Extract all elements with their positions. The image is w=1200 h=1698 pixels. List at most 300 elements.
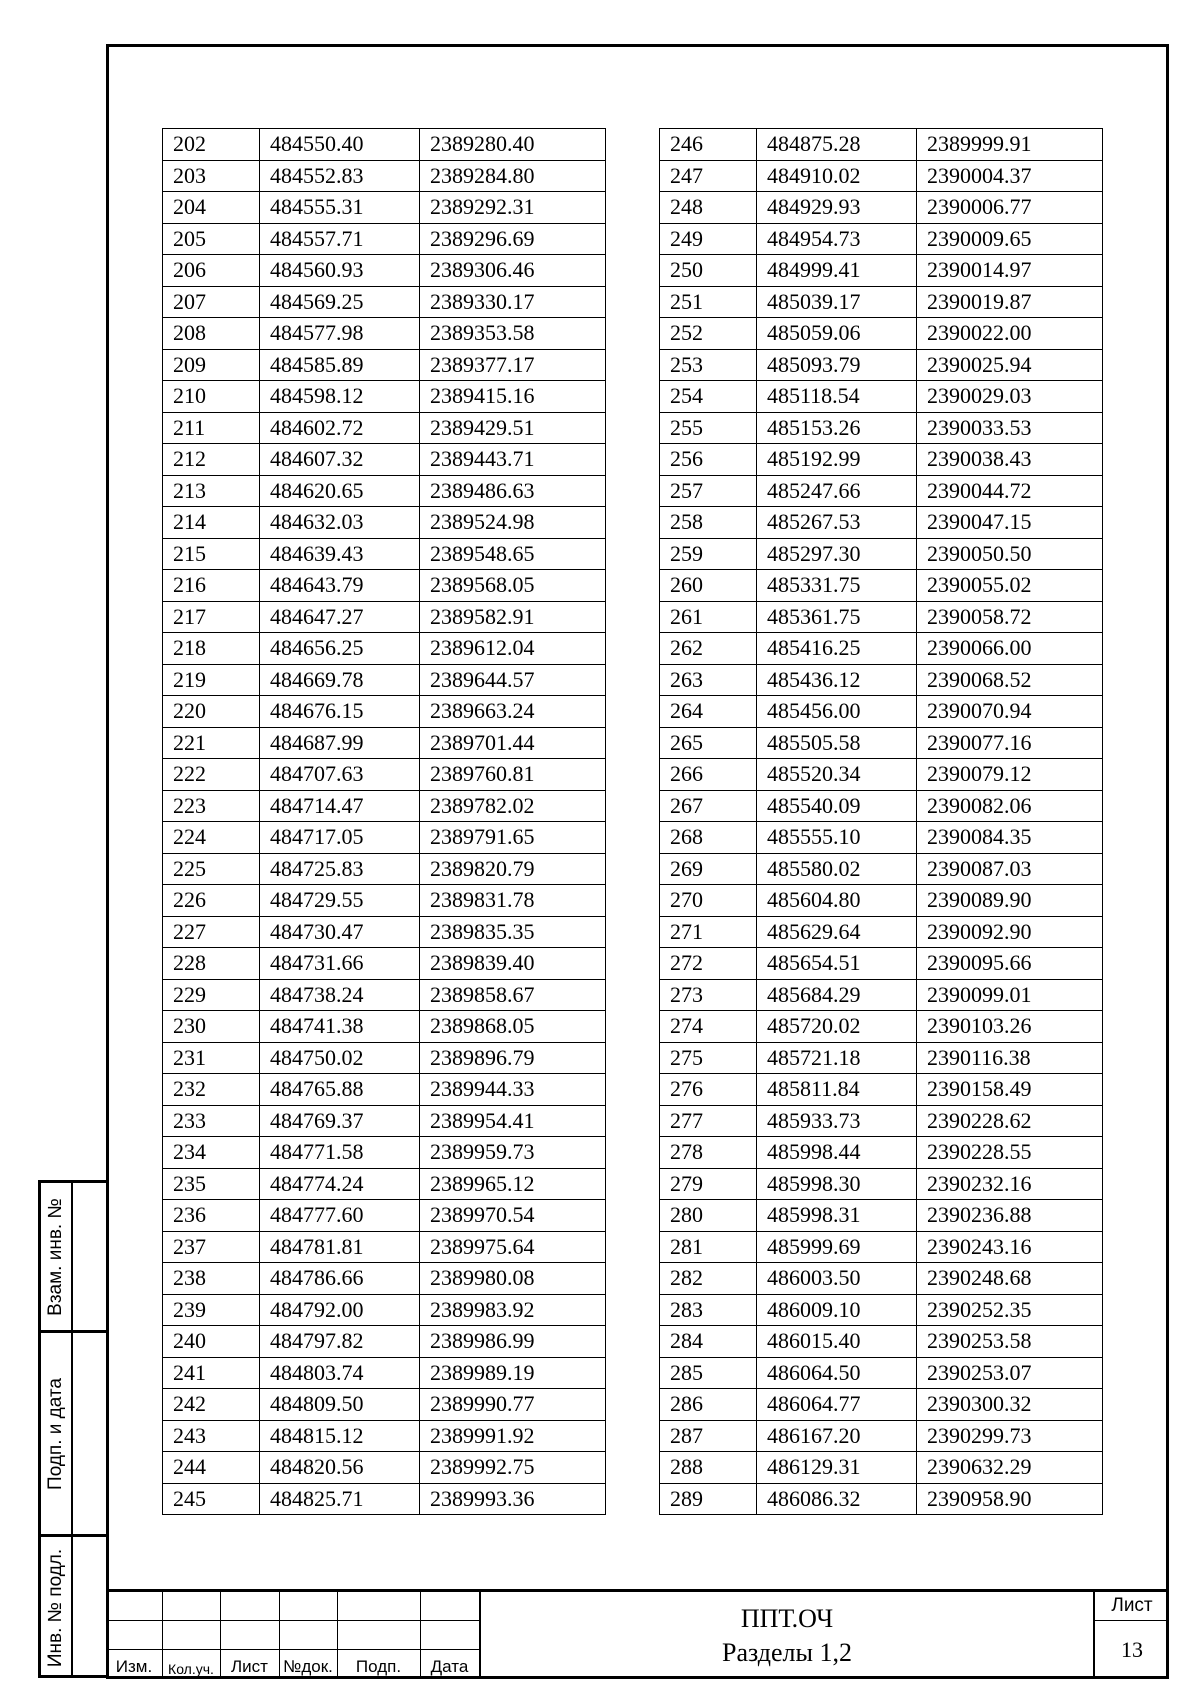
coord-x: 484792.00 bbox=[260, 1294, 420, 1326]
coord-x: 484552.83 bbox=[260, 160, 420, 192]
table-row bbox=[163, 979, 606, 1011]
coord-y: 2389644.57 bbox=[420, 664, 606, 696]
coord-y: 2390044.72 bbox=[917, 475, 1103, 507]
table-row bbox=[163, 601, 606, 633]
point-number: 250 bbox=[660, 255, 757, 287]
point-number: 215 bbox=[163, 538, 260, 570]
coord-x: 485654.51 bbox=[757, 948, 917, 980]
coord-y: 2390066.00 bbox=[917, 633, 1103, 665]
col-header-podp: Подп. bbox=[355, 1657, 402, 1676]
coord-x: 485999.69 bbox=[757, 1231, 917, 1263]
coord-x: 484741.38 bbox=[260, 1011, 420, 1043]
coord-x: 486015.40 bbox=[757, 1326, 917, 1358]
point-number: 274 bbox=[660, 1011, 757, 1043]
coord-x: 485093.79 bbox=[757, 349, 917, 381]
table-row bbox=[660, 633, 1103, 665]
coord-x: 485998.30 bbox=[757, 1168, 917, 1200]
point-number: 203 bbox=[163, 160, 260, 192]
coord-x: 484676.15 bbox=[260, 696, 420, 728]
coord-y: 2390958.90 bbox=[917, 1483, 1103, 1515]
coord-x: 486064.50 bbox=[757, 1357, 917, 1389]
point-number: 271 bbox=[660, 916, 757, 948]
stamp-cell-inv-podl bbox=[41, 1537, 106, 1678]
point-number: 259 bbox=[660, 538, 757, 570]
table-row bbox=[163, 507, 606, 539]
point-number: 242 bbox=[163, 1389, 260, 1421]
coord-x: 485456.00 bbox=[757, 696, 917, 728]
point-number: 289 bbox=[660, 1483, 757, 1515]
coord-x: 485540.09 bbox=[757, 790, 917, 822]
point-number: 235 bbox=[163, 1168, 260, 1200]
table-row bbox=[660, 1483, 1103, 1515]
coord-x: 484910.02 bbox=[757, 160, 917, 192]
coord-x: 486064.77 bbox=[757, 1389, 917, 1421]
point-number: 229 bbox=[163, 979, 260, 1011]
table-row bbox=[163, 1168, 606, 1200]
point-number: 220 bbox=[163, 696, 260, 728]
table-row bbox=[163, 129, 606, 161]
point-number: 261 bbox=[660, 601, 757, 633]
col-header-data: Дата bbox=[430, 1657, 469, 1676]
coord-x: 484717.05 bbox=[260, 822, 420, 854]
point-number: 228 bbox=[163, 948, 260, 980]
point-number: 249 bbox=[660, 223, 757, 255]
table-row bbox=[163, 1231, 606, 1263]
point-number: 280 bbox=[660, 1200, 757, 1232]
coord-y: 2389330.17 bbox=[420, 286, 606, 318]
table-row bbox=[660, 1042, 1103, 1074]
table-row bbox=[660, 1357, 1103, 1389]
coord-y: 2389524.98 bbox=[420, 507, 606, 539]
coord-y: 2390004.37 bbox=[917, 160, 1103, 192]
coord-x: 485555.10 bbox=[757, 822, 917, 854]
point-number: 224 bbox=[163, 822, 260, 854]
coord-x: 484786.66 bbox=[260, 1263, 420, 1295]
coord-y: 2389959.73 bbox=[420, 1137, 606, 1169]
coord-x: 485059.06 bbox=[757, 318, 917, 350]
point-number: 221 bbox=[163, 727, 260, 759]
table-row bbox=[163, 444, 606, 476]
coord-x: 484774.24 bbox=[260, 1168, 420, 1200]
coord-y: 2389896.79 bbox=[420, 1042, 606, 1074]
coord-x: 484607.32 bbox=[260, 444, 420, 476]
table-row bbox=[163, 318, 606, 350]
coord-y: 2389993.36 bbox=[420, 1483, 606, 1515]
coord-y: 2389284.80 bbox=[420, 160, 606, 192]
coord-y: 2389663.24 bbox=[420, 696, 606, 728]
point-number: 204 bbox=[163, 192, 260, 224]
coord-y: 2389835.35 bbox=[420, 916, 606, 948]
coord-x: 485192.99 bbox=[757, 444, 917, 476]
coord-x: 486167.20 bbox=[757, 1420, 917, 1452]
table-row bbox=[660, 1326, 1103, 1358]
coord-y: 2390253.07 bbox=[917, 1357, 1103, 1389]
sheet-box bbox=[1093, 1592, 1169, 1679]
coord-x: 484714.47 bbox=[260, 790, 420, 822]
coord-y: 2389954.41 bbox=[420, 1105, 606, 1137]
coord-y: 2390025.94 bbox=[917, 349, 1103, 381]
table-row bbox=[660, 1168, 1103, 1200]
point-number: 244 bbox=[163, 1452, 260, 1484]
point-number: 227 bbox=[163, 916, 260, 948]
table-row bbox=[660, 1074, 1103, 1106]
point-number: 209 bbox=[163, 349, 260, 381]
stamp-label-inv-podl: Инв. № подл. bbox=[45, 1548, 67, 1667]
coord-x: 485118.54 bbox=[757, 381, 917, 413]
coord-y: 2389429.51 bbox=[420, 412, 606, 444]
coord-y: 2390055.02 bbox=[917, 570, 1103, 602]
coord-y: 2390070.94 bbox=[917, 696, 1103, 728]
coord-y: 2390243.16 bbox=[917, 1231, 1103, 1263]
coord-x: 484929.93 bbox=[757, 192, 917, 224]
coord-y: 2390058.72 bbox=[917, 601, 1103, 633]
coord-x: 484750.02 bbox=[260, 1042, 420, 1074]
coord-x: 485604.80 bbox=[757, 885, 917, 917]
point-number: 288 bbox=[660, 1452, 757, 1484]
point-number: 287 bbox=[660, 1420, 757, 1452]
point-number: 252 bbox=[660, 318, 757, 350]
coord-x: 485039.17 bbox=[757, 286, 917, 318]
coord-y: 2390087.03 bbox=[917, 853, 1103, 885]
point-number: 223 bbox=[163, 790, 260, 822]
table-row bbox=[660, 538, 1103, 570]
point-number: 218 bbox=[163, 633, 260, 665]
point-number: 281 bbox=[660, 1231, 757, 1263]
coord-y: 2390300.32 bbox=[917, 1389, 1103, 1421]
coord-x: 485520.34 bbox=[757, 759, 917, 791]
coord-y: 2389965.12 bbox=[420, 1168, 606, 1200]
coord-y: 2389548.65 bbox=[420, 538, 606, 570]
coord-x: 484577.98 bbox=[260, 318, 420, 350]
table-row bbox=[660, 349, 1103, 381]
point-number: 248 bbox=[660, 192, 757, 224]
coord-y: 2390158.49 bbox=[917, 1074, 1103, 1106]
table-row bbox=[163, 916, 606, 948]
stamp-label-vzam-inv: Взам. инв. № bbox=[45, 1197, 66, 1316]
coord-y: 2389612.04 bbox=[420, 633, 606, 665]
coord-y: 2389306.46 bbox=[420, 255, 606, 287]
coord-y: 2389868.05 bbox=[420, 1011, 606, 1043]
coord-x: 484797.82 bbox=[260, 1326, 420, 1358]
point-number: 246 bbox=[660, 129, 757, 161]
coord-y: 2390116.38 bbox=[917, 1042, 1103, 1074]
coord-y: 2390079.12 bbox=[917, 759, 1103, 791]
point-number: 226 bbox=[163, 885, 260, 917]
stamp-label-podp-data: Подп. и дата bbox=[45, 1377, 67, 1490]
coord-x: 484771.58 bbox=[260, 1137, 420, 1169]
stamp-cell-vzam bbox=[41, 1183, 106, 1333]
point-number: 232 bbox=[163, 1074, 260, 1106]
point-number: 263 bbox=[660, 664, 757, 696]
coord-x: 484707.63 bbox=[260, 759, 420, 791]
coord-x: 485629.64 bbox=[757, 916, 917, 948]
coord-x: 485505.58 bbox=[757, 727, 917, 759]
point-number: 245 bbox=[163, 1483, 260, 1515]
coord-x: 484560.93 bbox=[260, 255, 420, 287]
point-number: 257 bbox=[660, 475, 757, 507]
point-number: 202 bbox=[163, 129, 260, 161]
coord-y: 2389486.63 bbox=[420, 475, 606, 507]
point-number: 279 bbox=[660, 1168, 757, 1200]
coordinates-table-left bbox=[162, 128, 606, 1515]
table-row bbox=[163, 223, 606, 255]
point-number: 247 bbox=[660, 160, 757, 192]
coord-x: 484954.73 bbox=[757, 223, 917, 255]
table-row bbox=[163, 1137, 606, 1169]
coord-x: 484620.65 bbox=[260, 475, 420, 507]
point-number: 231 bbox=[163, 1042, 260, 1074]
point-number: 239 bbox=[163, 1294, 260, 1326]
point-number: 238 bbox=[163, 1263, 260, 1295]
coord-x: 484550.40 bbox=[260, 129, 420, 161]
coord-y: 2390077.16 bbox=[917, 727, 1103, 759]
table-row bbox=[660, 1452, 1103, 1484]
table-row bbox=[660, 727, 1103, 759]
coord-y: 2390014.97 bbox=[917, 255, 1103, 287]
coord-y: 2390006.77 bbox=[917, 192, 1103, 224]
stamp-cell-podp bbox=[41, 1333, 106, 1537]
coord-x: 486003.50 bbox=[757, 1263, 917, 1295]
point-number: 260 bbox=[660, 570, 757, 602]
point-number: 284 bbox=[660, 1326, 757, 1358]
coord-y: 2390236.88 bbox=[917, 1200, 1103, 1232]
table-row bbox=[163, 696, 606, 728]
table-row bbox=[660, 1420, 1103, 1452]
point-number: 208 bbox=[163, 318, 260, 350]
table-row bbox=[163, 412, 606, 444]
point-number: 256 bbox=[660, 444, 757, 476]
coord-x: 486129.31 bbox=[757, 1452, 917, 1484]
coord-x: 486086.32 bbox=[757, 1483, 917, 1515]
point-number: 217 bbox=[163, 601, 260, 633]
coord-y: 2390632.29 bbox=[917, 1452, 1103, 1484]
point-number: 269 bbox=[660, 853, 757, 885]
coord-y: 2390248.68 bbox=[917, 1263, 1103, 1295]
title-block bbox=[106, 1589, 1169, 1679]
coord-y: 2389831.78 bbox=[420, 885, 606, 917]
coord-x: 484820.56 bbox=[260, 1452, 420, 1484]
coord-x: 484730.47 bbox=[260, 916, 420, 948]
document-title bbox=[481, 1592, 1093, 1679]
coord-x: 485267.53 bbox=[757, 507, 917, 539]
coord-y: 2390047.15 bbox=[917, 507, 1103, 539]
table-row bbox=[163, 727, 606, 759]
table-row bbox=[163, 1483, 606, 1515]
table-row bbox=[660, 1200, 1103, 1232]
point-number: 266 bbox=[660, 759, 757, 791]
table-row bbox=[660, 444, 1103, 476]
point-number: 283 bbox=[660, 1294, 757, 1326]
coordinates-table-right bbox=[659, 128, 1103, 1515]
table-row bbox=[660, 664, 1103, 696]
table-row bbox=[660, 1231, 1103, 1263]
table-row bbox=[660, 192, 1103, 224]
coord-y: 2390009.65 bbox=[917, 223, 1103, 255]
table-row bbox=[163, 1452, 606, 1484]
table-row bbox=[660, 696, 1103, 728]
table-row bbox=[660, 853, 1103, 885]
point-number: 255 bbox=[660, 412, 757, 444]
point-number: 282 bbox=[660, 1263, 757, 1295]
coord-x: 485933.73 bbox=[757, 1105, 917, 1137]
table-row bbox=[660, 255, 1103, 287]
coord-y: 2389992.75 bbox=[420, 1452, 606, 1484]
coord-y: 2390038.43 bbox=[917, 444, 1103, 476]
coord-y: 2390084.35 bbox=[917, 822, 1103, 854]
coord-y: 2390103.26 bbox=[917, 1011, 1103, 1043]
col-header-list: Лист bbox=[231, 1657, 268, 1676]
coord-y: 2389975.64 bbox=[420, 1231, 606, 1263]
coord-x: 485721.18 bbox=[757, 1042, 917, 1074]
coord-x: 484729.55 bbox=[260, 885, 420, 917]
table-row bbox=[660, 475, 1103, 507]
coord-x: 484875.28 bbox=[757, 129, 917, 161]
coord-y: 2389839.40 bbox=[420, 948, 606, 980]
coord-y: 2390095.66 bbox=[917, 948, 1103, 980]
table-row bbox=[163, 759, 606, 791]
col-header-ndok: №док. bbox=[283, 1657, 333, 1676]
coord-y: 2389980.08 bbox=[420, 1263, 606, 1295]
table-row bbox=[163, 570, 606, 602]
coord-x: 484738.24 bbox=[260, 979, 420, 1011]
table-row bbox=[163, 885, 606, 917]
point-number: 216 bbox=[163, 570, 260, 602]
coord-x: 485247.66 bbox=[757, 475, 917, 507]
coord-y: 2389582.91 bbox=[420, 601, 606, 633]
coord-x: 484639.43 bbox=[260, 538, 420, 570]
table-row bbox=[163, 1420, 606, 1452]
table-row bbox=[163, 1263, 606, 1295]
point-number: 262 bbox=[660, 633, 757, 665]
coord-x: 485416.25 bbox=[757, 633, 917, 665]
coord-y: 2390068.52 bbox=[917, 664, 1103, 696]
coord-y: 2389760.81 bbox=[420, 759, 606, 791]
coord-y: 2389443.71 bbox=[420, 444, 606, 476]
table-row bbox=[660, 601, 1103, 633]
point-number: 207 bbox=[163, 286, 260, 318]
coord-y: 2389568.05 bbox=[420, 570, 606, 602]
table-row bbox=[660, 1389, 1103, 1421]
coord-x: 484999.41 bbox=[757, 255, 917, 287]
table-row bbox=[660, 822, 1103, 854]
col-header-izm: Изм. bbox=[115, 1657, 153, 1676]
coord-x: 484815.12 bbox=[260, 1420, 420, 1452]
table-row bbox=[163, 1389, 606, 1421]
table-row bbox=[660, 1011, 1103, 1043]
point-number: 225 bbox=[163, 853, 260, 885]
table-row bbox=[660, 223, 1103, 255]
coord-y: 2389280.40 bbox=[420, 129, 606, 161]
coord-y: 2390082.06 bbox=[917, 790, 1103, 822]
table-row bbox=[163, 255, 606, 287]
table-row bbox=[163, 1294, 606, 1326]
table-row bbox=[660, 979, 1103, 1011]
point-number: 276 bbox=[660, 1074, 757, 1106]
coord-x: 485811.84 bbox=[757, 1074, 917, 1106]
coord-x: 484725.83 bbox=[260, 853, 420, 885]
coord-y: 2389970.54 bbox=[420, 1200, 606, 1232]
table-row bbox=[660, 916, 1103, 948]
coord-x: 484585.89 bbox=[260, 349, 420, 381]
side-stamp bbox=[38, 1180, 106, 1678]
point-number: 267 bbox=[660, 790, 757, 822]
coord-x: 485720.02 bbox=[757, 1011, 917, 1043]
coord-x: 485153.26 bbox=[757, 412, 917, 444]
table-row bbox=[660, 1294, 1103, 1326]
table-row bbox=[163, 633, 606, 665]
point-number: 270 bbox=[660, 885, 757, 917]
coord-y: 2390099.01 bbox=[917, 979, 1103, 1011]
point-number: 214 bbox=[163, 507, 260, 539]
coord-y: 2389353.58 bbox=[420, 318, 606, 350]
coord-y: 2390050.50 bbox=[917, 538, 1103, 570]
point-number: 213 bbox=[163, 475, 260, 507]
point-number: 251 bbox=[660, 286, 757, 318]
table-row bbox=[163, 1357, 606, 1389]
coord-x: 484731.66 bbox=[260, 948, 420, 980]
coord-y: 2389296.69 bbox=[420, 223, 606, 255]
coord-y: 2390299.73 bbox=[917, 1420, 1103, 1452]
table-row bbox=[163, 1105, 606, 1137]
point-number: 243 bbox=[163, 1420, 260, 1452]
table-row bbox=[660, 948, 1103, 980]
point-number: 212 bbox=[163, 444, 260, 476]
point-number: 241 bbox=[163, 1357, 260, 1389]
coord-x: 484809.50 bbox=[260, 1389, 420, 1421]
point-number: 211 bbox=[163, 412, 260, 444]
coord-y: 2390232.16 bbox=[917, 1168, 1103, 1200]
table-row bbox=[163, 790, 606, 822]
coord-x: 485297.30 bbox=[757, 538, 917, 570]
coord-y: 2390029.03 bbox=[917, 381, 1103, 413]
table-row bbox=[163, 1074, 606, 1106]
table-row bbox=[660, 381, 1103, 413]
coord-x: 484769.37 bbox=[260, 1105, 420, 1137]
coord-x: 485436.12 bbox=[757, 664, 917, 696]
coord-y: 2390228.62 bbox=[917, 1105, 1103, 1137]
document-subtitle: Разделы 1,2 bbox=[721, 1638, 852, 1667]
point-number: 237 bbox=[163, 1231, 260, 1263]
table-row bbox=[660, 1137, 1103, 1169]
coord-x: 484647.27 bbox=[260, 601, 420, 633]
table-row bbox=[163, 1200, 606, 1232]
coord-x: 484765.88 bbox=[260, 1074, 420, 1106]
point-number: 265 bbox=[660, 727, 757, 759]
point-number: 272 bbox=[660, 948, 757, 980]
coord-y: 2390019.87 bbox=[917, 286, 1103, 318]
coord-x: 484669.78 bbox=[260, 664, 420, 696]
coord-x: 485331.75 bbox=[757, 570, 917, 602]
coord-x: 485998.44 bbox=[757, 1137, 917, 1169]
coord-y: 2390089.90 bbox=[917, 885, 1103, 917]
coord-y: 2390022.00 bbox=[917, 318, 1103, 350]
coord-y: 2389989.19 bbox=[420, 1357, 606, 1389]
coord-x: 484632.03 bbox=[260, 507, 420, 539]
table-row bbox=[660, 759, 1103, 791]
sheet-number: 13 bbox=[1121, 1637, 1143, 1662]
table-row bbox=[163, 948, 606, 980]
table-row bbox=[163, 160, 606, 192]
point-number: 253 bbox=[660, 349, 757, 381]
coord-y: 2389701.44 bbox=[420, 727, 606, 759]
sheet-label: Лист bbox=[1095, 1592, 1169, 1621]
point-number: 230 bbox=[163, 1011, 260, 1043]
point-number: 233 bbox=[163, 1105, 260, 1137]
document-code: ППТ.ОЧ bbox=[740, 1604, 834, 1633]
point-number: 240 bbox=[163, 1326, 260, 1358]
point-number: 206 bbox=[163, 255, 260, 287]
table-row bbox=[660, 160, 1103, 192]
